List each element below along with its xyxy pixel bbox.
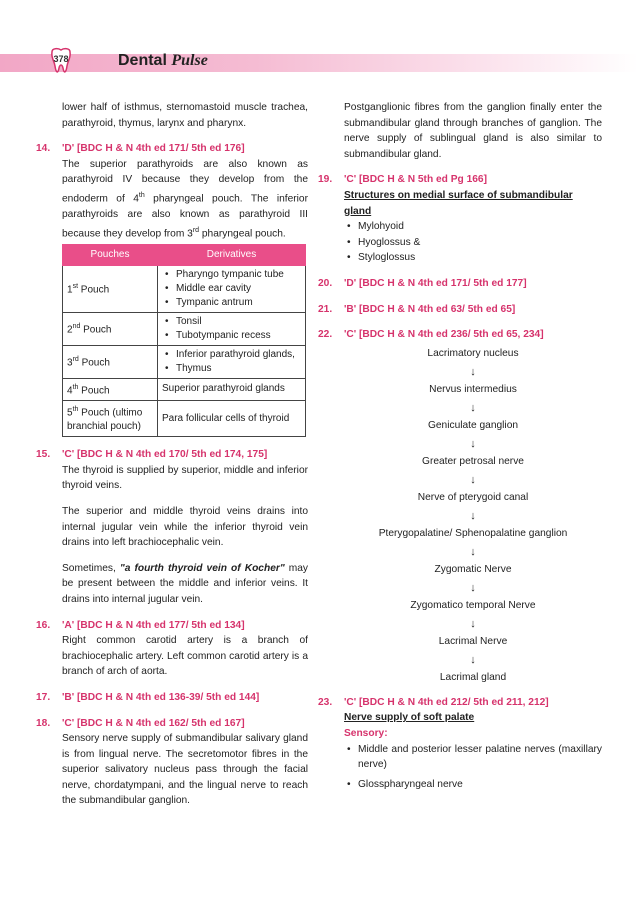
arrow-down-icon: ↓: [470, 473, 476, 486]
question-number: 14.: [36, 143, 51, 155]
header-band: [0, 54, 638, 72]
section-heading: Structures on medial surface of submandibular gland: [344, 189, 573, 217]
answer-text: Sensory nerve supply of submandibular salivary gland is from lingual nerve. The secretomotor fibres in the superior salivatory nucleus pass through the facial nerve, chordatympani, and the lingual nerve to reach the submandibular ganglion.: [62, 733, 308, 807]
bullet-list: [344, 219, 602, 266]
arrow-down-icon: ↓: [470, 545, 476, 558]
answer-ref: 'C' [BDC H & N 4th ed 162/ 5th ed 167]: [62, 717, 245, 729]
flow-node: Pterygopalatine/ Sphenopalatine ganglion: [378, 527, 568, 539]
question-14: [36, 141, 308, 437]
list-item: • Middle and posterior lesser palatine nerves (maxillary nerve): [358, 742, 602, 773]
question-20: [318, 276, 602, 292]
table-cell: 1st Pouch: [63, 265, 158, 312]
arrow-down-icon: ↓: [470, 509, 476, 522]
question-number: 19.: [318, 174, 333, 186]
answer-text: Right common carotid artery is a branch of brachiocephalic artery. Left common carotid artery is a branch of arch of aorta.: [62, 635, 308, 678]
flow-node: Nerve of pterygoid canal: [417, 491, 529, 503]
table-cell: Para follicular cells of thyroid: [158, 400, 306, 436]
table-row: [63, 400, 306, 436]
list-item: • Styloglossus: [358, 250, 602, 266]
list-item: • Pharyngo tympanic tube: [176, 268, 301, 282]
arrow-down-icon: ↓: [470, 437, 476, 450]
question-18: [36, 716, 308, 810]
table-cell: 2nd Pouch: [63, 312, 158, 345]
question-number: 16.: [36, 619, 51, 631]
answer-ref: 'D' [BDC H & N 4th ed 171/ 5th ed 176]: [62, 143, 245, 155]
question-21: [318, 302, 602, 318]
table-row: [63, 312, 306, 345]
table-header: Pouches: [63, 244, 158, 265]
table-cell: 4th Pouch: [63, 378, 158, 400]
flow-node: Nervus intermedius: [429, 383, 517, 395]
answer-ref: 'C' [BDC H & N 4th ed 236/ 5th ed 65, 234]: [344, 329, 544, 341]
arrow-down-icon: ↓: [470, 401, 476, 414]
question-number: 18.: [36, 717, 51, 729]
list-item: • Inferior parathyroid glands,: [176, 348, 301, 362]
table-row: [63, 265, 306, 312]
right-column: [318, 100, 602, 792]
table-cell: [158, 265, 306, 312]
left-intro: lower half of isthmus, sternomastoid muscle trachea, parathyroid, thymus, larynx and pharynx.: [62, 102, 308, 129]
list-item: • Tonsil: [176, 315, 301, 329]
flow-node: Geniculate ganglion: [427, 419, 519, 431]
brand-title: Dental Pulse: [118, 52, 208, 69]
arrow-down-icon: ↓: [470, 617, 476, 630]
question-number: 21.: [318, 303, 333, 315]
flow-node: Zygomatico temporal Nerve: [410, 599, 536, 611]
table-cell: 5th Pouch (ultimo branchial pouch): [63, 400, 158, 436]
answer-ref: 'D' [BDC H & N 4th ed 171/ 5th ed 177]: [344, 277, 527, 289]
answer-text: The superior parathyroids are also known as parathyroid IV because they develop from the endoderm of 4th pharyngeal pouch. The inferior parathyroids are also known as parathyroid III because they develop from 3rd pharyngeal pouch.: [62, 158, 308, 239]
table-header: Derivatives: [158, 244, 306, 265]
table-row: [63, 378, 306, 400]
question-23: [318, 695, 602, 793]
question-number: 23.: [318, 696, 333, 708]
nerve-pathway-flow: [344, 347, 602, 685]
question-15: [36, 447, 308, 607]
question-22: [318, 327, 602, 685]
list-item: • Thymus: [176, 362, 301, 376]
question-number: 20.: [318, 277, 333, 289]
table-cell: Superior parathyroid glands: [158, 378, 306, 400]
list-item: • Mylohyoid: [358, 219, 602, 235]
list-item: • Tympanic antrum: [176, 296, 301, 310]
left-column: [36, 100, 308, 809]
answer-text: The superior and middle thyroid veins drains into internal jugular vein while the inferior thyroid vein drains into left brachiocephalic vein.: [62, 505, 308, 549]
question-number: 22.: [318, 329, 333, 341]
question-17: [36, 690, 308, 706]
section-heading: Nerve supply of soft palate: [344, 712, 475, 724]
question-16: [36, 618, 308, 680]
answer-ref: 'B' [BDC H & N 4th ed 136-39/ 5th ed 144]: [62, 691, 260, 703]
list-item: • Tubotympanic recess: [176, 329, 301, 343]
answer-text: The thyroid is supplied by superior, middle and inferior thyroid veins.: [62, 464, 308, 492]
table-cell: 3rd Pouch: [63, 345, 158, 378]
table-cell: [158, 345, 306, 378]
answer-text: Sometimes, "a fourth thyroid vein of Kocher" may be present between the middle and inferior veins. It drains into internal jugular vein.: [62, 562, 308, 605]
page-header: [0, 46, 638, 76]
answer-ref: 'A' [BDC H & N 4th ed 177/ 5th ed 134]: [62, 619, 245, 631]
flow-node: Zygomatic Nerve: [434, 563, 512, 575]
answer-ref: 'C' [BDC H & N 4th ed 212/ 5th ed 211, 212]: [344, 696, 549, 708]
page-number: 378: [53, 54, 69, 64]
list-item: • Middle ear cavity: [176, 282, 301, 296]
list-item: • Hyoglossus &: [358, 235, 602, 251]
bullet-list: [344, 742, 602, 793]
flow-node: Lacrimatory nucleus: [427, 347, 519, 359]
question-19: [318, 172, 602, 266]
answer-ref: 'C' [BDC H & N 5th ed Pg 166]: [344, 174, 487, 186]
arrow-down-icon: ↓: [470, 581, 476, 594]
answer-ref: 'C' [BDC H & N 4th ed 170/ 5th ed 174, 175]: [62, 449, 268, 461]
right-intro: Postganglionic fibres from the ganglion finally enter the submandibular gland through branches of ganglion. The nerve supply of sublingual gland is also similar to submandibular gland.: [344, 102, 602, 160]
arrow-down-icon: ↓: [470, 365, 476, 378]
question-number: 17.: [36, 691, 51, 703]
answer-ref: 'B' [BDC H & N 4th ed 63/ 5th ed 65]: [344, 303, 516, 315]
flow-node: Lacrimal Nerve: [438, 635, 508, 647]
table-cell: [158, 312, 306, 345]
section-subheading: Sensory:: [344, 727, 388, 739]
question-number: 15.: [36, 449, 51, 461]
flow-node: Greater petrosal nerve: [422, 455, 524, 467]
table-row: [63, 345, 306, 378]
flow-node: Lacrimal gland: [439, 671, 507, 683]
pouch-table: [62, 244, 306, 438]
list-item: • Glosspharyngeal nerve: [358, 777, 602, 793]
arrow-down-icon: ↓: [470, 653, 476, 666]
